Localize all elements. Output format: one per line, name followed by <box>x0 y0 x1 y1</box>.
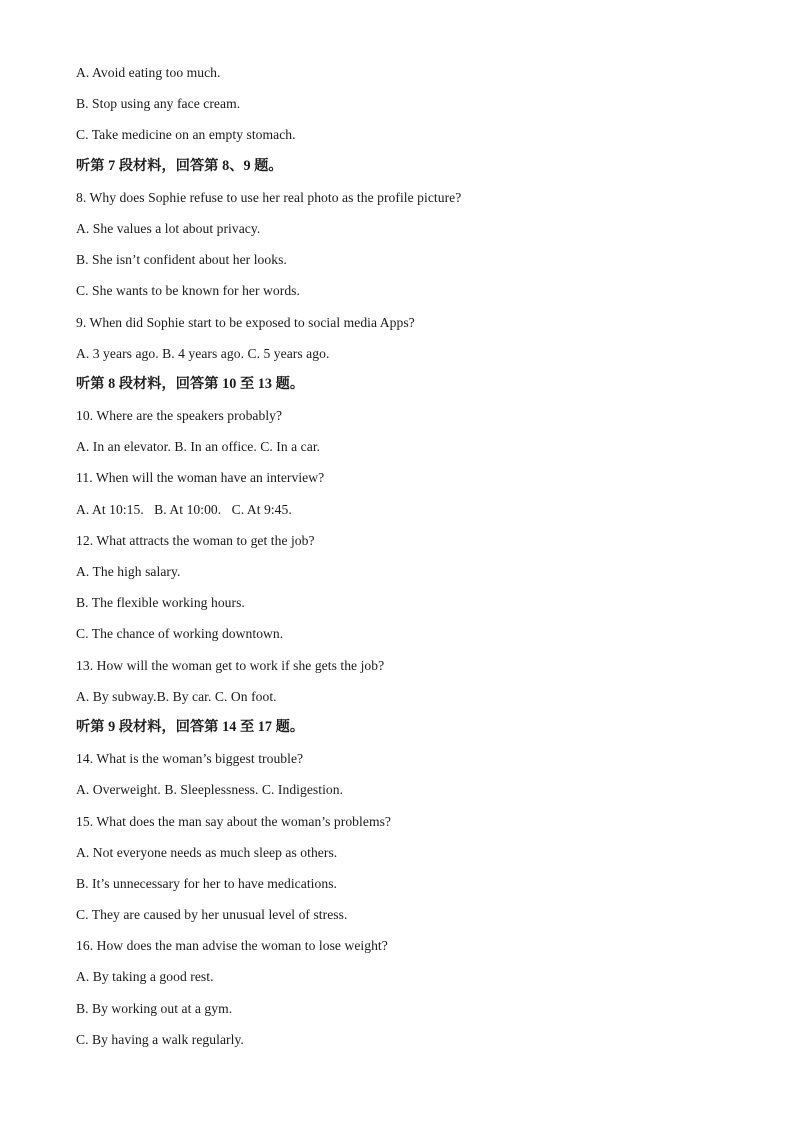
question-text: 9. When did Sophie start to be exposed to social media Apps? <box>76 314 415 330</box>
question-text: 15. What does the man say about the woman’s problems? <box>76 813 391 829</box>
section-heading: 听第 8 段材料，回答第 10 至 13 题。 <box>76 375 305 392</box>
answer-option: A. Not everyone needs as much sleep as others. <box>76 844 338 860</box>
question-text: 16. How does the man advise the woman to lose weight? <box>76 938 388 954</box>
answer-option: A. Avoid eating too much. <box>76 65 221 80</box>
question-text: 8. Why does Sophie refuse to use her real photo as the profile picture? <box>76 189 462 205</box>
answer-option: C. They are caused by her unusual level of stress. <box>76 907 348 923</box>
answer-option: B. She isn’t confident about her looks. <box>76 252 287 268</box>
question-text: 10. Where are the speakers probably? <box>76 408 283 424</box>
answer-option: C. She wants to be known for her words. <box>76 283 300 299</box>
answer-option: B. Stop using any face cream. <box>76 96 241 112</box>
answer-option: C. By having a walk regularly. <box>76 1031 244 1047</box>
answer-option: A. The high salary. <box>76 564 181 579</box>
answer-option: B. It’s unnecessary for her to have medications. <box>76 875 337 891</box>
answer-option: A. At 10:15. B. At 10:00. C. At 9:45. <box>76 501 292 517</box>
section-heading: 听第 7 段材料，回答第 8、9 题。 <box>76 157 283 174</box>
question-text: 12. What attracts the woman to get the job? <box>76 532 315 548</box>
answer-option: A. By subway.B. By car. C. On foot. <box>76 688 277 704</box>
answer-option: A. She values a lot about privacy. <box>76 220 261 236</box>
answer-option: C. The chance of working downtown. <box>76 626 284 642</box>
answer-option: A. Overweight. B. Sleeplessness. C. Indigestion. <box>76 782 344 798</box>
question-text: 13. How will the woman get to work if she gets the job? <box>76 657 385 673</box>
question-list <box>76 62 756 1060</box>
answer-option: B. By working out at a gym. <box>76 1000 233 1016</box>
question-text: 14. What is the woman’s biggest trouble? <box>76 751 304 767</box>
answer-option: A. In an elevator. B. In an office. C. In a car. <box>76 439 321 455</box>
answer-option: A. 3 years ago. B. 4 years ago. C. 5 years ago. <box>76 345 330 361</box>
question-text: 11. When will the woman have an interview? <box>76 470 325 486</box>
answer-option: C. Take medicine on an empty stomach. <box>76 127 296 143</box>
answer-option: B. The flexible working hours. <box>76 595 245 611</box>
section-heading: 听第 9 段材料，回答第 14 至 17 题。 <box>76 718 305 735</box>
answer-option: A. By taking a good rest. <box>76 969 214 985</box>
